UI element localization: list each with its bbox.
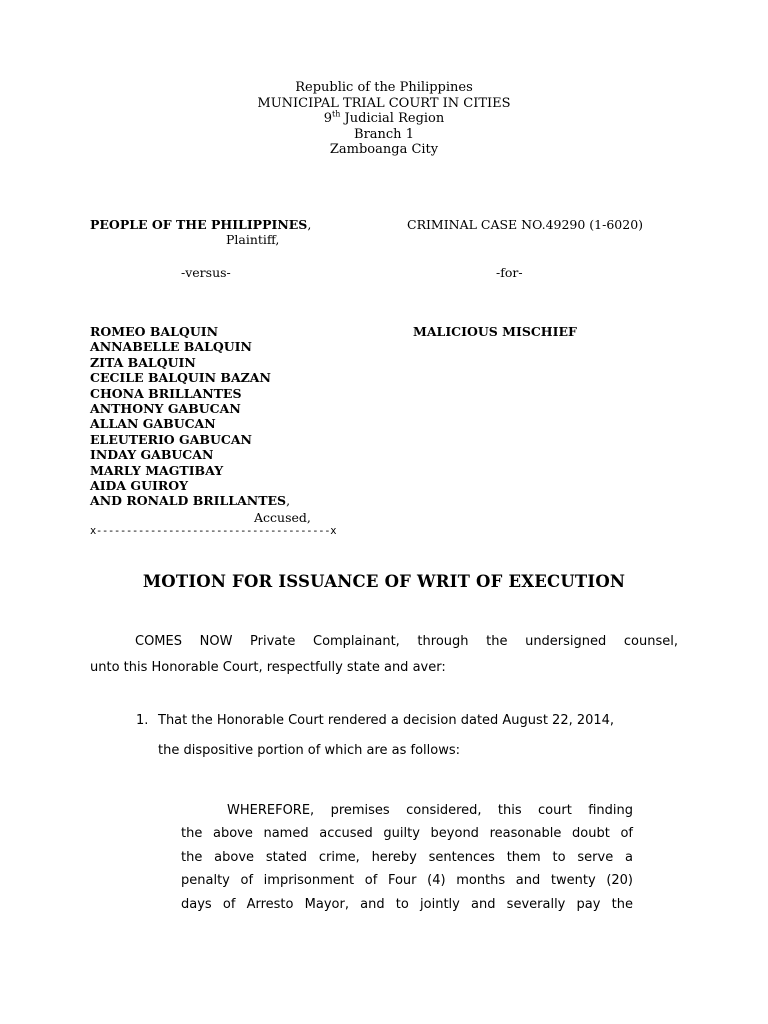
court-branch: Branch 1 (354, 126, 414, 142)
accused-name: CECILE BALQUIN BAZAN (90, 370, 271, 386)
caption-divider: x---------------------------------------x (90, 525, 337, 537)
quote-line-5: days of Arresto Mayor, and to jointly and severally pay the (181, 897, 633, 912)
item1-line-1: That the Honorable Court rendered a decision dated August 22, 2014, (158, 713, 615, 728)
court-city: Zamboanga City (329, 142, 439, 157)
accused-name-last: AND RONALD BRILLANTES, (90, 493, 291, 509)
accused-name: ZITA BALQUIN (90, 354, 196, 370)
case-number: CRIMINAL CASE NO.49290 (1-6020) (407, 217, 644, 232)
accused-name: CHONA BRILLANTES (90, 385, 242, 401)
accused-name: AIDA GUIROY (90, 478, 189, 494)
quote-line-2: the above named accused guilty beyond reasonable doubt of (181, 826, 633, 841)
intro-line-1: COMES NOW Private Complainant, through the undersigned counsel, (135, 634, 678, 649)
document-title: MOTION FOR ISSUANCE OF WRIT OF EXECUTION (142, 572, 626, 591)
court-name: MUNICIPAL TRIAL COURT IN CITIES (257, 95, 511, 111)
intro-line-2: unto this Honorable Court, respectfully state and aver: (90, 660, 446, 675)
court-header (184, 80, 584, 158)
quote-line-4: penalty of imprisonment of Four (4) months and twenty (20) (181, 873, 633, 888)
quote-line-3: the above stated crime, hereby sentences them to serve a (181, 850, 633, 865)
accused-name: ALLAN GABUCAN (90, 416, 216, 432)
accused-name: ANTHONY GABUCAN (90, 401, 241, 417)
accused-name: INDAY GABUCAN (90, 447, 214, 463)
plaintiff-role: Plaintiff, (226, 232, 280, 247)
accused-role: Accused, (254, 510, 311, 525)
court-region: 9th Judicial Region (323, 109, 445, 126)
accused-list (90, 324, 290, 509)
accused-name: ELEUTERIO GABUCAN (90, 431, 252, 447)
for-label: -for- (496, 265, 523, 280)
item1-line-2: the dispositive portion of which are as follows: (158, 743, 460, 758)
court-country: Republic of the Philippines (295, 80, 473, 95)
versus-label: -versus- (181, 265, 231, 280)
item-number: 1. (136, 713, 149, 728)
accused-name: MARLY MAGTIBAY (90, 462, 224, 478)
quote-line-1: WHEREFORE, premises considered, this court finding (227, 803, 633, 818)
plaintiff-line: PEOPLE OF THE PHILIPPINES, (90, 217, 312, 232)
plaintiff-name: PEOPLE OF THE PHILIPPINES (90, 217, 308, 232)
accused-name: ANNABELLE BALQUIN (90, 339, 252, 355)
offense: MALICIOUS MISCHIEF (413, 324, 577, 339)
accused-name: ROMEO BALQUIN (90, 324, 218, 339)
